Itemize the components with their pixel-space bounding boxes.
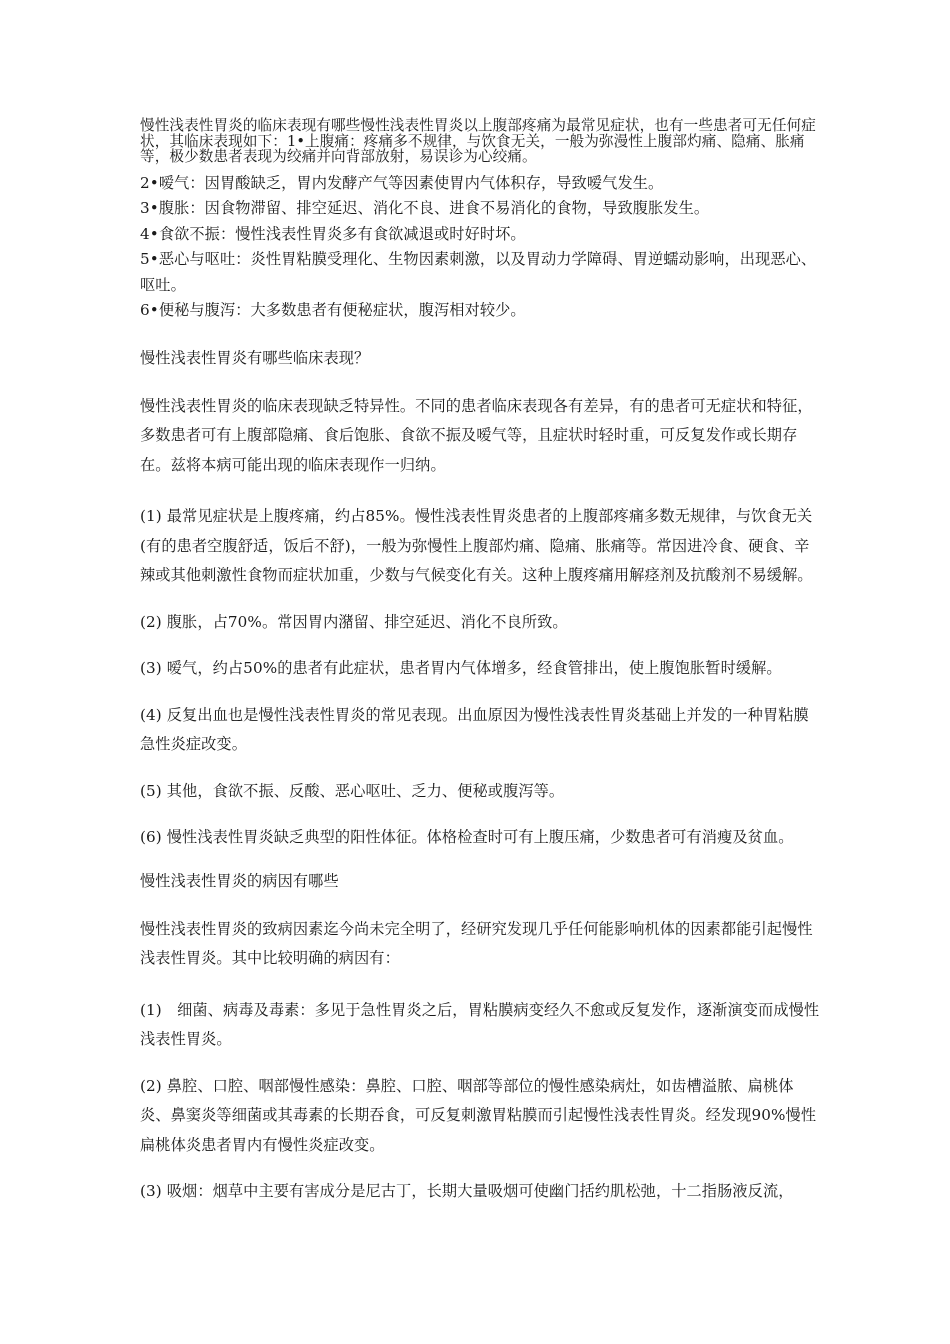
list-item: 6•便秘与腹泻：大多数患者有便秘症状，腹泻相对较少。 [140, 301, 526, 319]
list-item: (3) 嗳气，约占50%的患者有此症状，患者胃内气体增多，经食管排出，使上腹饱胀暂时缓解。 [140, 659, 782, 677]
section-heading: 慢性浅表性胃炎有哪些临床表现？ [140, 348, 370, 367]
list-item: (4) 反复出血也是慢性浅表性胃炎的常见表现。出血原因为慢性浅表性胃炎基础上并发的一种胃粘膜急性炎症改变。 [140, 705, 809, 753]
list-item: (6) 慢性浅表性胃炎缺乏典型的阳性体征。体格检查时可有上腹压痛，少数患者可有消瘦及贫血。 [140, 828, 794, 846]
list-item: (5) 其他，食欲不振、反酸、恶心呕吐、乏力、便秘或腹泻等。 [140, 781, 565, 800]
intro-paragraph: 慢性浅表性胃炎的临床表现有哪些慢性浅表性胃炎以上腹部疼痛为最常见症状，也有一些患者可无任何症状，其临床表现如下：1•上腹痛：疼痛多不规律，与饮食无关，一般为弥漫性上腹部灼痛、隐痛、胀痛等，极少数患者表现为绞痛并向背部放射，易误诊为心绞痛。 [140, 117, 816, 165]
list-item: 2•嗳气：因胃酸缺乏，胃内发酵产气等因素使胃内气体积存，导致嗳气发生。 [140, 173, 664, 192]
list-item: 5•恶心与呕吐：炎性胃粘膜受理化、生物因素刺激，以及胃动力学障碍、胃逆蠕动影响，出现恶心、呕吐。 [140, 250, 817, 294]
list-item: (1) 最常见症状是上腹疼痛，约占85%。慢性浅表性胃炎患者的上腹部疼痛多数无规律，与饮食无关(有的患者空腹舒适，饭后不舒)，一般为弥慢性上腹部灼痛、隐痛、胀痛等。常因进冷食、硬食、辛辣或其他刺激性食物而症状加重，少数与气候变化有关。这种上腹疼痛用解痉剂及抗酸剂不易缓解。 [140, 507, 813, 584]
list-item: (2) 鼻腔、口腔、咽部慢性感染：鼻腔、口腔、咽部等部位的慢性感染病灶，如齿槽溢脓、扁桃体炎、鼻窦炎等细菌或其毒素的长期吞食，可反复刺激胃粘膜而引起慢性浅表性胃炎。经发现90%慢性扁桃体炎患者胃内有慢性炎症改变。 [140, 1076, 817, 1154]
document-page [140, 118, 820, 1207]
list-item: (1) 细菌、病毒及毒素：多见于急性胃炎之后，胃粘膜病变经久不愈或反复发作，逐渐演变而成慢性浅表性胃炎。 [140, 1000, 820, 1048]
list-item: (3) 吸烟：烟草中主要有害成分是尼古丁，长期大量吸烟可使幽门括约肌松弛，十二指肠液反流， [140, 1182, 794, 1200]
symptom-list [140, 171, 820, 324]
list-item: 4•食欲不振：慢性浅表性胃炎多有食欲减退或时好时坏。 [140, 224, 526, 243]
list-item: 3•腹胀：因食物滞留、排空延迟、消化不良、进食不易消化的食物，导致腹胀发生。 [140, 199, 710, 217]
paragraph: 慢性浅表性胃炎的临床表现缺乏特异性。不同的患者临床表现各有差异，有的患者可无症状和特征，多数患者可有上腹部隐痛、食后饱胀、食欲不振及嗳气等，且症状时轻时重，可反复发作或长期存在。兹将本病可能出现的临床表现作一归纳。 [140, 396, 813, 474]
list-item: (2) 腹胀，占70%。常因胃内潴留、排空延迟、消化不良所致。 [140, 612, 568, 631]
paragraph: 慢性浅表性胃炎的致病因素迄今尚未完全明了，经研究发现几乎任何能影响机体的因素都能引起慢性浅表性胃炎。其中比较明确的病因有： [140, 919, 813, 967]
section-heading: 慢性浅表性胃炎的病因有哪些 [140, 871, 339, 890]
